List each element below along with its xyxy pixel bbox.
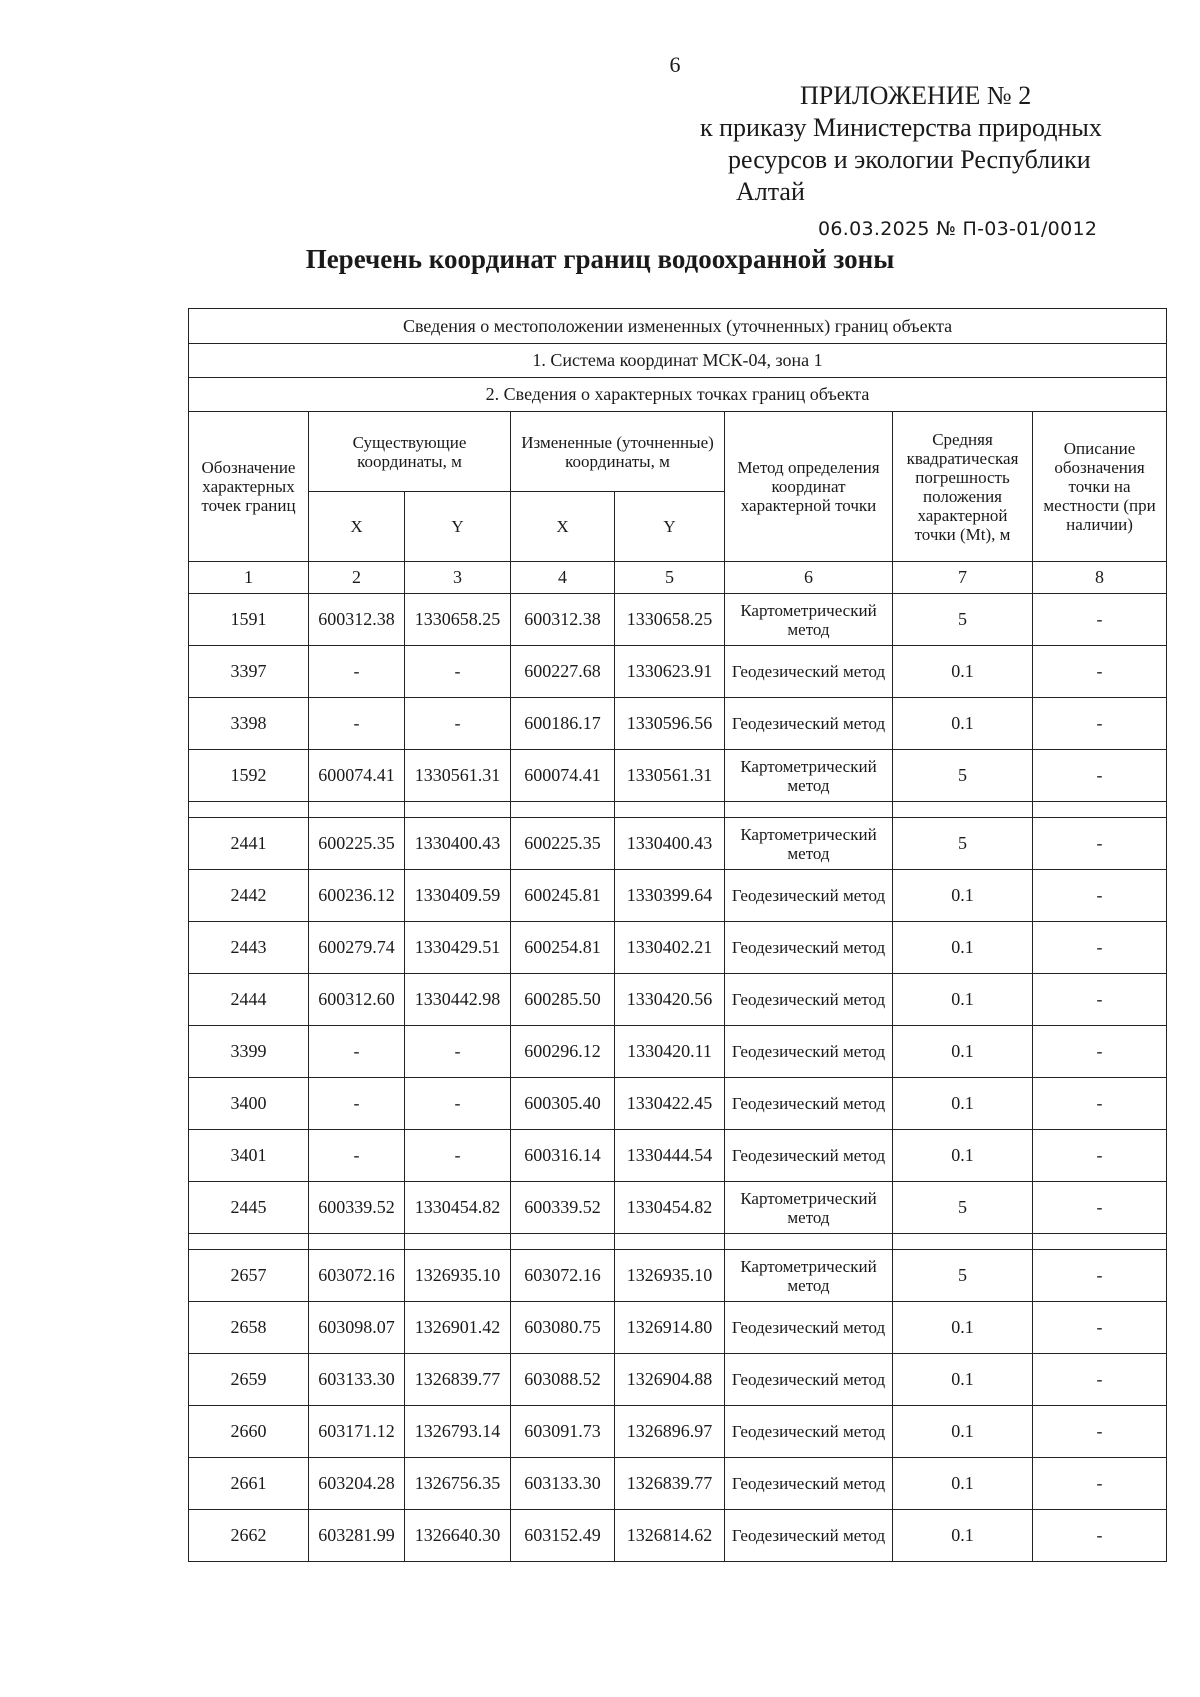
cell-x-existing: - — [309, 646, 405, 698]
cell-point — [189, 802, 309, 818]
cell-x-changed: 600305.40 — [511, 1078, 615, 1130]
cell-y-changed: 1330422.45 — [615, 1078, 725, 1130]
cell-description: - — [1033, 594, 1167, 646]
cell-y-existing: - — [405, 1130, 511, 1182]
cell-error: 0.1 — [893, 646, 1033, 698]
table-row — [189, 1458, 1167, 1510]
table-row — [189, 1026, 1167, 1078]
cell-description: - — [1033, 1302, 1167, 1354]
cell-method: Геодезический метод — [725, 1458, 893, 1510]
order-reference: 06.03.2025 № П-03-01/0012 — [818, 218, 1098, 240]
cell-point: 2445 — [189, 1182, 309, 1234]
cell-method: Геодезический метод — [725, 698, 893, 750]
cell-x-existing: 603281.99 — [309, 1510, 405, 1562]
cell-y-existing — [405, 1234, 511, 1250]
cell-method: Геодезический метод — [725, 922, 893, 974]
column-number: 7 — [893, 562, 1033, 594]
header-changed: Измененные (уточненные) координаты, м — [511, 412, 725, 492]
cell-method: Геодезический метод — [725, 1354, 893, 1406]
cell-x-existing: - — [309, 1130, 405, 1182]
cell-x-existing: - — [309, 698, 405, 750]
cell-method: Геодезический метод — [725, 870, 893, 922]
cell-point — [189, 1234, 309, 1250]
cell-y-existing: 1330442.98 — [405, 974, 511, 1026]
cell-x-existing: 600279.74 — [309, 922, 405, 974]
cell-y-changed: 1326896.97 — [615, 1406, 725, 1458]
cell-y-changed: 1330420.11 — [615, 1026, 725, 1078]
cell-x-changed: 603091.73 — [511, 1406, 615, 1458]
table-row — [189, 1250, 1167, 1302]
cell-x-existing: 600339.52 — [309, 1182, 405, 1234]
header-description: Описание обозначения точки на местности (при наличии) — [1033, 412, 1167, 562]
table-row — [189, 1354, 1167, 1406]
cell-x-changed: 600225.35 — [511, 818, 615, 870]
cell-y-changed: 1330596.56 — [615, 698, 725, 750]
cell-point: 3399 — [189, 1026, 309, 1078]
cell-x-existing: 603098.07 — [309, 1302, 405, 1354]
cell-y-changed: 1326914.80 — [615, 1302, 725, 1354]
table-row — [189, 1510, 1167, 1562]
cell-y-changed: 1326814.62 — [615, 1510, 725, 1562]
cell-x-changed — [511, 1234, 615, 1250]
cell-y-existing: 1326640.30 — [405, 1510, 511, 1562]
appendix-title: ПРИЛОЖЕНИЕ № 2 — [800, 81, 1032, 110]
cell-x-existing — [309, 802, 405, 818]
cell-x-changed — [511, 802, 615, 818]
cell-point: 3397 — [189, 646, 309, 698]
table-caption: Сведения о местоположении измененных (уточненных) границ объекта — [189, 309, 1167, 344]
column-number: 1 — [189, 562, 309, 594]
cell-y-changed: 1330400.43 — [615, 818, 725, 870]
cell-y-changed: 1330454.82 — [615, 1182, 725, 1234]
cell-y-existing: - — [405, 698, 511, 750]
cell-y-existing: 1330658.25 — [405, 594, 511, 646]
cell-y-changed: 1330444.54 — [615, 1130, 725, 1182]
cell-error: 0.1 — [893, 1130, 1033, 1182]
cell-y-existing: - — [405, 1026, 511, 1078]
cell-y-existing: 1326839.77 — [405, 1354, 511, 1406]
cell-x-existing: - — [309, 1078, 405, 1130]
cell-x-existing: 600225.35 — [309, 818, 405, 870]
cell-error: 5 — [893, 1182, 1033, 1234]
cell-error: 0.1 — [893, 1406, 1033, 1458]
table-row — [189, 698, 1167, 750]
cell-y-existing: 1330454.82 — [405, 1182, 511, 1234]
appendix-line: ресурсов и экологии Республики — [728, 145, 1091, 174]
cell-description: - — [1033, 1182, 1167, 1234]
header-existing: Существующие координаты, м — [309, 412, 511, 492]
cell-x-changed: 600254.81 — [511, 922, 615, 974]
cell-point: 2662 — [189, 1510, 309, 1562]
table-caption: 1. Система координат МСК-04, зона 1 — [189, 344, 1167, 378]
cell-y-changed: 1326935.10 — [615, 1250, 725, 1302]
cell-description: - — [1033, 818, 1167, 870]
cell-y-changed: 1326904.88 — [615, 1354, 725, 1406]
column-number: 4 — [511, 562, 615, 594]
cell-x-changed: 603088.52 — [511, 1354, 615, 1406]
cell-method: Картометрический метод — [725, 750, 893, 802]
cell-x-existing: 600312.38 — [309, 594, 405, 646]
cell-x-existing: 603171.12 — [309, 1406, 405, 1458]
cell-description: - — [1033, 698, 1167, 750]
table-row — [189, 922, 1167, 974]
header-x: X — [309, 492, 405, 562]
column-number: 8 — [1033, 562, 1167, 594]
cell-x-changed: 600227.68 — [511, 646, 615, 698]
cell-point: 2661 — [189, 1458, 309, 1510]
cell-description: - — [1033, 1354, 1167, 1406]
cell-method: Геодезический метод — [725, 1026, 893, 1078]
column-numbers-row — [189, 562, 1167, 594]
cell-method: Картометрический метод — [725, 818, 893, 870]
cell-x-existing: 603133.30 — [309, 1354, 405, 1406]
cell-x-changed: 603133.30 — [511, 1458, 615, 1510]
cell-error: 0.1 — [893, 1354, 1033, 1406]
separator-row — [189, 802, 1167, 818]
cell-description — [1033, 802, 1167, 818]
cell-description: - — [1033, 1458, 1167, 1510]
column-number: 3 — [405, 562, 511, 594]
table-caption: 2. Сведения о характерных точках границ объекта — [189, 378, 1167, 412]
cell-method: Геодезический метод — [725, 974, 893, 1026]
cell-y-existing — [405, 802, 511, 818]
cell-y-changed: 1330402.21 — [615, 922, 725, 974]
cell-y-changed — [615, 802, 725, 818]
cell-y-existing: 1326935.10 — [405, 1250, 511, 1302]
cell-description: - — [1033, 1026, 1167, 1078]
cell-y-existing: 1330409.59 — [405, 870, 511, 922]
cell-x-changed: 600245.81 — [511, 870, 615, 922]
cell-x-changed: 600074.41 — [511, 750, 615, 802]
cell-x-existing: 600074.41 — [309, 750, 405, 802]
page-number: 6 — [669, 52, 681, 77]
cell-point: 2659 — [189, 1354, 309, 1406]
cell-point: 2657 — [189, 1250, 309, 1302]
table-row — [189, 1078, 1167, 1130]
cell-description: - — [1033, 922, 1167, 974]
cell-y-changed: 1330399.64 — [615, 870, 725, 922]
cell-y-existing: - — [405, 1078, 511, 1130]
cell-error: 0.1 — [893, 922, 1033, 974]
cell-point: 2658 — [189, 1302, 309, 1354]
cell-point: 2660 — [189, 1406, 309, 1458]
cell-method: Геодезический метод — [725, 646, 893, 698]
column-number: 5 — [615, 562, 725, 594]
cell-description: - — [1033, 1510, 1167, 1562]
cell-y-existing: 1330429.51 — [405, 922, 511, 974]
cell-y-existing: 1326756.35 — [405, 1458, 511, 1510]
cell-method — [725, 802, 893, 818]
cell-point: 2444 — [189, 974, 309, 1026]
cell-x-existing: 600312.60 — [309, 974, 405, 1026]
cell-method: Геодезический метод — [725, 1078, 893, 1130]
cell-point: 2441 — [189, 818, 309, 870]
cell-y-changed: 1330623.91 — [615, 646, 725, 698]
header-y: Y — [615, 492, 725, 562]
cell-x-changed: 603072.16 — [511, 1250, 615, 1302]
cell-y-changed: 1330658.25 — [615, 594, 725, 646]
cell-y-changed: 1330420.56 — [615, 974, 725, 1026]
cell-description: - — [1033, 1406, 1167, 1458]
table-row — [189, 646, 1167, 698]
cell-error: 0.1 — [893, 870, 1033, 922]
cell-y-existing: - — [405, 646, 511, 698]
cell-method: Геодезический метод — [725, 1406, 893, 1458]
cell-description: - — [1033, 646, 1167, 698]
cell-error: 0.1 — [893, 1026, 1033, 1078]
cell-x-existing: 603204.28 — [309, 1458, 405, 1510]
cell-description: - — [1033, 1130, 1167, 1182]
table-row — [189, 1130, 1167, 1182]
cell-description: - — [1033, 870, 1167, 922]
cell-description: - — [1033, 974, 1167, 1026]
table-row — [189, 1182, 1167, 1234]
cell-x-changed: 600186.17 — [511, 698, 615, 750]
cell-point: 1591 — [189, 594, 309, 646]
column-number: 2 — [309, 562, 405, 594]
table-row — [189, 750, 1167, 802]
table-row — [189, 818, 1167, 870]
cell-x-changed: 600296.12 — [511, 1026, 615, 1078]
appendix-block — [700, 80, 1102, 208]
coordinates-table — [188, 308, 1167, 1562]
header-y: Y — [405, 492, 511, 562]
cell-error: 0.1 — [893, 1510, 1033, 1562]
header-x: X — [511, 492, 615, 562]
cell-error — [893, 802, 1033, 818]
table-row — [189, 1406, 1167, 1458]
cell-x-changed: 600312.38 — [511, 594, 615, 646]
cell-method: Картометрический метод — [725, 1182, 893, 1234]
cell-x-changed: 600316.14 — [511, 1130, 615, 1182]
cell-y-changed: 1330561.31 — [615, 750, 725, 802]
header-method: Метод определения координат характерной точки — [725, 412, 893, 562]
appendix-line: к приказу Министерства природных — [700, 113, 1102, 142]
cell-error: 5 — [893, 750, 1033, 802]
appendix-line: Алтай — [736, 177, 805, 206]
cell-error: 0.1 — [893, 1302, 1033, 1354]
cell-error — [893, 1234, 1033, 1250]
table-row — [189, 974, 1167, 1026]
cell-x-existing: - — [309, 1026, 405, 1078]
cell-x-changed: 603152.49 — [511, 1510, 615, 1562]
document-title: Перечень координат границ водоохранной зоны — [305, 244, 895, 274]
cell-error: 0.1 — [893, 974, 1033, 1026]
cell-x-existing — [309, 1234, 405, 1250]
cell-y-changed: 1326839.77 — [615, 1458, 725, 1510]
cell-point: 3398 — [189, 698, 309, 750]
cell-error: 5 — [893, 1250, 1033, 1302]
cell-description: - — [1033, 750, 1167, 802]
cell-description: - — [1033, 1250, 1167, 1302]
cell-error: 5 — [893, 818, 1033, 870]
cell-point: 3401 — [189, 1130, 309, 1182]
cell-method: Геодезический метод — [725, 1302, 893, 1354]
cell-description — [1033, 1234, 1167, 1250]
table-row — [189, 594, 1167, 646]
cell-method: Геодезический метод — [725, 1130, 893, 1182]
cell-point: 2443 — [189, 922, 309, 974]
cell-error: 5 — [893, 594, 1033, 646]
cell-error: 0.1 — [893, 1458, 1033, 1510]
separator-row — [189, 1234, 1167, 1250]
cell-method — [725, 1234, 893, 1250]
cell-point: 2442 — [189, 870, 309, 922]
cell-method: Картометрический метод — [725, 1250, 893, 1302]
cell-y-existing: 1330561.31 — [405, 750, 511, 802]
cell-x-changed: 603080.75 — [511, 1302, 615, 1354]
header-point: Обозначение характерных точек границ — [189, 412, 309, 562]
cell-method: Картометрический метод — [725, 594, 893, 646]
cell-description: - — [1033, 1078, 1167, 1130]
table-row — [189, 870, 1167, 922]
cell-y-existing: 1326901.42 — [405, 1302, 511, 1354]
cell-point: 1592 — [189, 750, 309, 802]
column-number: 6 — [725, 562, 893, 594]
cell-y-existing: 1330400.43 — [405, 818, 511, 870]
cell-point: 3400 — [189, 1078, 309, 1130]
header-error: Средняя квадратическая погрешность положения характерной точки (Mt), м — [893, 412, 1033, 562]
cell-y-existing: 1326793.14 — [405, 1406, 511, 1458]
table-row — [189, 1302, 1167, 1354]
cell-x-changed: 600285.50 — [511, 974, 615, 1026]
cell-y-changed — [615, 1234, 725, 1250]
cell-method: Геодезический метод — [725, 1510, 893, 1562]
cell-error: 0.1 — [893, 1078, 1033, 1130]
cell-x-changed: 600339.52 — [511, 1182, 615, 1234]
cell-error: 0.1 — [893, 698, 1033, 750]
cell-x-existing: 603072.16 — [309, 1250, 405, 1302]
cell-x-existing: 600236.12 — [309, 870, 405, 922]
